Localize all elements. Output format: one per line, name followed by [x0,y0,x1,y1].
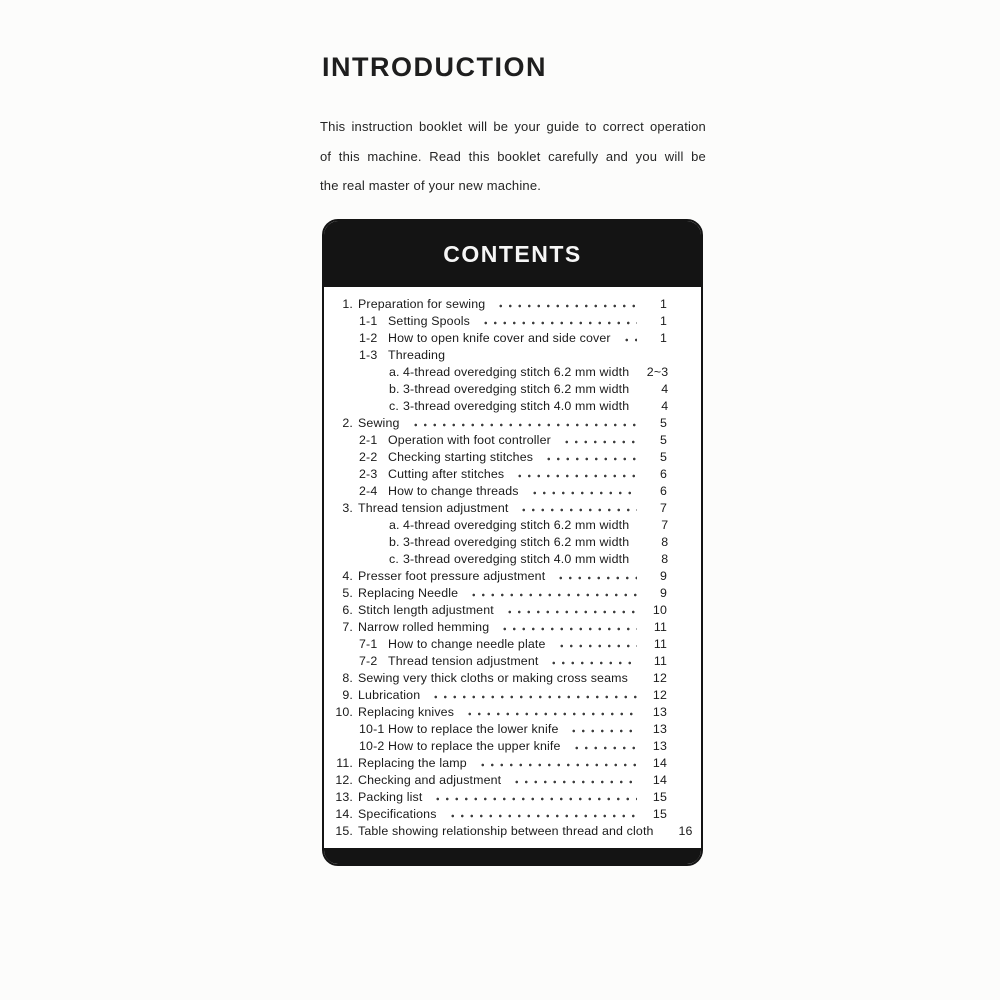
toc-item-number: 1. [342,297,353,311]
contents-title: CONTENTS [443,240,582,267]
toc-item-number: 10. [335,705,353,719]
toc-item-label: How to open knife cover and side cover [388,331,611,345]
toc-row [332,416,667,433]
toc-item-number: c. [389,399,399,413]
toc-row [332,467,667,484]
toc-row [332,688,667,705]
toc-dot-leader [554,576,637,580]
toc-item-number: 9. [342,688,353,702]
toc-item-label: 4-thread overedging stitch 6.2 mm width [403,365,630,379]
toc-item-label: Threading [388,348,446,362]
toc-item-number: 7. [342,620,353,634]
toc-item-label: Lubrication [358,688,421,702]
toc-dot-leader [513,474,637,478]
toc-item-number: 14. [335,807,353,821]
toc-item-label: Thread tension adjustment [358,501,509,515]
toc-page-number: 12 [652,688,667,702]
toc-item-label: Preparation for sewing [358,297,486,311]
toc-item-number: 8. [342,671,353,685]
toc-item-number: 5. [342,586,353,600]
toc-page-number: 16 [678,824,693,838]
toc-item-label: Sewing very thick cloths or making cross seams [358,671,628,685]
toc-row [332,399,667,416]
toc-item-number: b. [389,535,400,549]
toc-item-label: Operation with foot controller [388,433,551,447]
toc-dot-leader [503,610,637,614]
toc-dot-leader [463,712,637,716]
toc-page-number: 5 [659,433,667,447]
toc-row [332,314,667,331]
toc-item-number: 1-1 [359,314,378,328]
toc-row [332,671,667,688]
toc-page-number: 1 [659,331,667,345]
toc-item-label: Checking starting stitches [388,450,534,464]
toc-item-label: 3-thread overedging stitch 4.0 mm width [403,552,630,566]
toc-page-number: 13 [652,705,667,719]
toc-dot-leader [542,457,637,461]
intro-paragraph [320,112,706,201]
toc-page-number: 13 [652,722,667,736]
toc-row [332,484,667,501]
toc-row [332,382,667,399]
toc-page-number: 13 [652,739,667,753]
toc-dot-leader [429,695,637,699]
toc-row [332,365,667,382]
toc-page-number: 4 [661,382,669,396]
toc-item-number: a. [389,518,400,532]
toc-page-number: 5 [659,450,667,464]
toc-item-label: Setting Spools [388,314,471,328]
toc-item-label: Packing list [358,790,423,804]
toc-row [332,705,667,722]
toc-item-number: 2-1 [359,433,378,447]
toc-row [332,824,693,841]
toc-row [332,331,667,348]
contents-footer-band [324,848,701,864]
toc-row [332,620,667,637]
toc-item-label: How to replace the upper knife [388,739,561,753]
toc-dot-leader [498,627,637,631]
toc-dot-leader [570,746,637,750]
toc-item-number: 12. [335,773,353,787]
toc-item-number: 7-1 [359,637,378,651]
toc-dot-leader [479,321,637,325]
toc-item-label: Table showing relationship between thread and cloth [358,824,654,838]
toc-item-label: 3-thread overedging stitch 6.2 mm width [403,382,630,396]
contents-box [322,219,703,866]
toc-dot-leader [517,508,637,512]
toc-item-label: Replacing knives [358,705,455,719]
toc-item-label: 3-thread overedging stitch 4.0 mm width [403,399,630,413]
toc-row [332,348,667,365]
toc-row [332,518,667,535]
toc-item-number: 11. [336,756,353,770]
toc-row [332,773,667,790]
toc-item-number: 6. [342,603,353,617]
toc-item-label: Checking and adjustment [358,773,502,787]
toc-page-number: 12 [652,671,667,685]
toc-row [332,637,667,654]
toc-row [332,297,667,314]
toc-item-number: 10-1 [359,722,385,736]
toc-item-label: Presser foot pressure adjustment [358,569,546,583]
toc-page-number: 10 [652,603,667,617]
toc-row [332,756,667,773]
toc-item-number: 2-4 [359,484,378,498]
toc-item-label: Thread tension adjustment [388,654,539,668]
toc-dot-leader [547,661,637,665]
toc-item-label: 4-thread overedging stitch 6.2 mm width [403,518,630,532]
toc-page-number: 7 [659,501,667,515]
toc-dot-leader [476,763,637,767]
toc-dot-leader [620,338,637,342]
toc-dot-leader [409,423,637,427]
toc-row [332,790,667,807]
toc-page-number: 11 [653,637,667,651]
toc-dot-leader [510,780,637,784]
toc-row [332,603,667,620]
toc-item-number: 10-2 [359,739,385,753]
toc-dot-leader [494,304,637,308]
toc-item-number: 2. [342,416,353,430]
toc-page-number: 9 [659,569,667,583]
intro-line: the real master of your new machine. [320,178,542,193]
toc-page-number: 2~3 [646,365,669,379]
toc-row [332,739,667,756]
toc-dot-leader [467,593,637,597]
toc-item-number: c. [389,552,399,566]
toc-item-label: Cutting after stitches [388,467,505,481]
toc-page-number: 7 [661,518,669,532]
toc-item-number: 2-2 [359,450,378,464]
toc-page-number: 6 [659,484,667,498]
toc-item-number: 1-3 [359,348,378,362]
toc-page-number: 14 [652,756,667,770]
toc-row [332,807,667,824]
toc-item-number: 2-3 [359,467,378,481]
toc-row [332,433,667,450]
toc-page-number: 1 [659,314,667,328]
toc-page-number: 15 [652,790,667,804]
toc-page-number: 8 [661,552,669,566]
toc-item-number: 15. [335,824,353,838]
toc-page-number: 11 [653,654,667,668]
toc-row [332,654,667,671]
toc-item-number: 4. [342,569,353,583]
toc-row [332,450,667,467]
toc-item-number: 3. [342,501,353,515]
toc-dot-leader [567,729,637,733]
toc-item-label: Replacing the lamp [358,756,467,770]
toc-list [324,287,701,848]
toc-item-label: Stitch length adjustment [358,603,494,617]
toc-row [332,535,667,552]
toc-item-number: 7-2 [359,654,378,668]
toc-item-label: Sewing [358,416,400,430]
toc-row [332,722,667,739]
intro-line: This instruction booklet will be your guide to correct operation [320,119,706,134]
toc-dot-leader [555,644,637,648]
toc-page-number: 11 [653,620,667,634]
toc-row [332,586,667,603]
toc-page-number: 8 [661,535,669,549]
toc-row [332,569,667,586]
toc-page-number: 4 [661,399,669,413]
toc-dot-leader [446,814,637,818]
toc-row [332,501,667,518]
toc-dot-leader [431,797,637,801]
toc-dot-leader [528,491,637,495]
intro-line: of this machine. Read this booklet carefully and you will be [320,148,706,164]
toc-page-number: 9 [659,586,667,600]
toc-page-number: 6 [659,467,667,481]
toc-item-label: Narrow rolled hemming [358,620,490,634]
toc-item-number: 1-2 [359,331,378,345]
contents-header-band [324,221,701,287]
toc-item-label: How to replace the lower knife [388,722,559,736]
toc-page-number: 5 [659,416,667,430]
toc-row [332,552,667,569]
toc-page-number: 1 [659,297,667,311]
toc-item-label: How to change needle plate [388,637,546,651]
toc-item-number: b. [389,382,400,396]
toc-item-label: Replacing Needle [358,586,459,600]
toc-item-number: a. [389,365,400,379]
toc-item-label: How to change threads [388,484,519,498]
toc-item-number: 13. [335,790,353,804]
toc-dot-leader [560,440,637,444]
toc-page-number: 15 [652,807,667,821]
toc-item-label: 3-thread overedging stitch 6.2 mm width [403,535,630,549]
toc-item-label: Specifications [358,807,437,821]
page-title: INTRODUCTION [322,52,547,82]
toc-page-number: 14 [652,773,667,787]
